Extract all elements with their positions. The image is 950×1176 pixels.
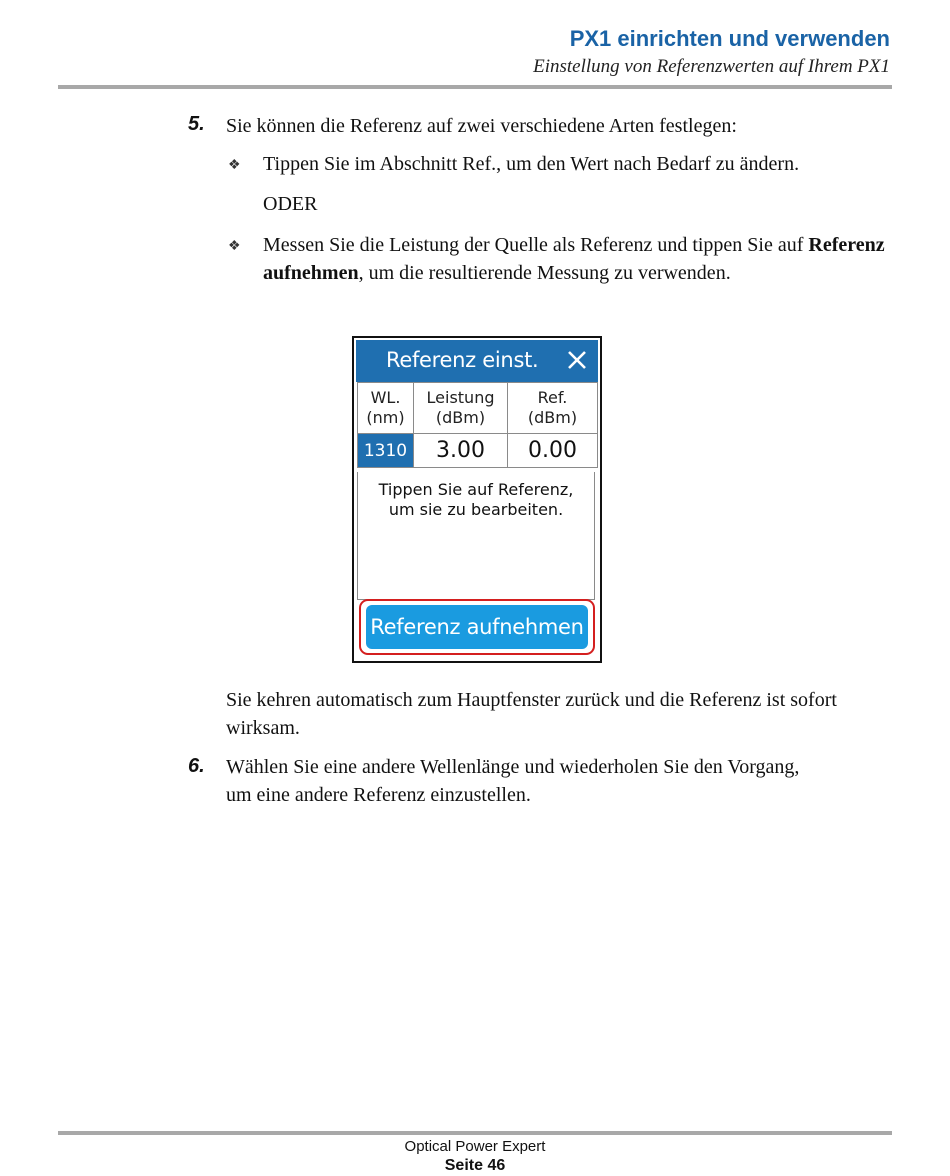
step-5-text: Sie können die Referenz auf zwei verschiedene Arten festlegen: xyxy=(226,115,737,137)
dialog-titlebar xyxy=(356,340,598,382)
close-icon[interactable] xyxy=(564,347,590,373)
reference-table xyxy=(357,382,598,468)
chapter-title: PX1 einrichten und verwenden xyxy=(569,26,890,51)
button-highlight xyxy=(359,599,595,655)
device-screen xyxy=(352,336,602,663)
col-header-ref xyxy=(508,383,598,434)
step-6-text: Wählen Sie eine andere Wellenlänge und wiederholen Sie den Vorgang, um eine andere Referenz einzustellen. xyxy=(226,756,800,806)
message-line-1: Tippen Sie auf Referenz, xyxy=(378,480,574,499)
footer-product: Optical Power Expert xyxy=(404,1138,546,1155)
wavelength-cell[interactable]: 1310 xyxy=(358,434,414,468)
col-header-line: Ref. xyxy=(537,388,568,407)
footer-divider xyxy=(58,1131,892,1135)
message-line-2: um sie zu bearbeiten. xyxy=(388,500,564,519)
instruction-message xyxy=(357,472,595,600)
take-reference-button[interactable]: Referenz aufnehmen xyxy=(366,605,588,649)
dialog-title: Referenz einst. xyxy=(386,348,539,372)
power-cell: 3.00 xyxy=(414,434,508,468)
or-text: ODER xyxy=(263,193,318,215)
section-subtitle: Einstellung von Referenzwerten auf Ihrem PX1 xyxy=(533,56,890,77)
ref-cell[interactable]: 0.00 xyxy=(508,434,598,468)
col-header-unit: (dBm) xyxy=(435,408,486,427)
table-header-row xyxy=(358,383,598,434)
step-number-6: 6. xyxy=(188,755,205,777)
col-header-power xyxy=(414,383,508,434)
bullet-2-post: , um die resultierende Messung zu verwenden. xyxy=(358,262,731,284)
step-number-5: 5. xyxy=(188,113,205,135)
col-header-line: WL. xyxy=(370,388,401,407)
bullet-diamond-icon: ❖ xyxy=(228,158,241,173)
bullet-2-pre: Messen Sie die Leistung der Quelle als Referenz und tippen Sie auf xyxy=(263,234,809,256)
col-header-wl xyxy=(358,383,414,434)
after-text: Sie kehren automatisch zum Hauptfenster zurück und die Referenz ist sofort wirksam. xyxy=(226,689,837,739)
bullet-2-bold: Referenz aufnehmen xyxy=(263,234,885,284)
footer-page-number: Seite 46 xyxy=(444,1157,506,1174)
col-header-unit: (nm) xyxy=(366,408,405,427)
col-header-unit: (dBm) xyxy=(527,408,578,427)
col-header-line: Leistung xyxy=(426,388,495,407)
bullet-2-text xyxy=(263,231,895,287)
bullet-1-text: Tippen Sie im Abschnitt Ref., um den Wert nach Bedarf zu ändern. xyxy=(263,153,800,175)
header-divider xyxy=(58,85,892,89)
bullet-diamond-icon: ❖ xyxy=(228,239,241,254)
table-row xyxy=(358,434,598,468)
